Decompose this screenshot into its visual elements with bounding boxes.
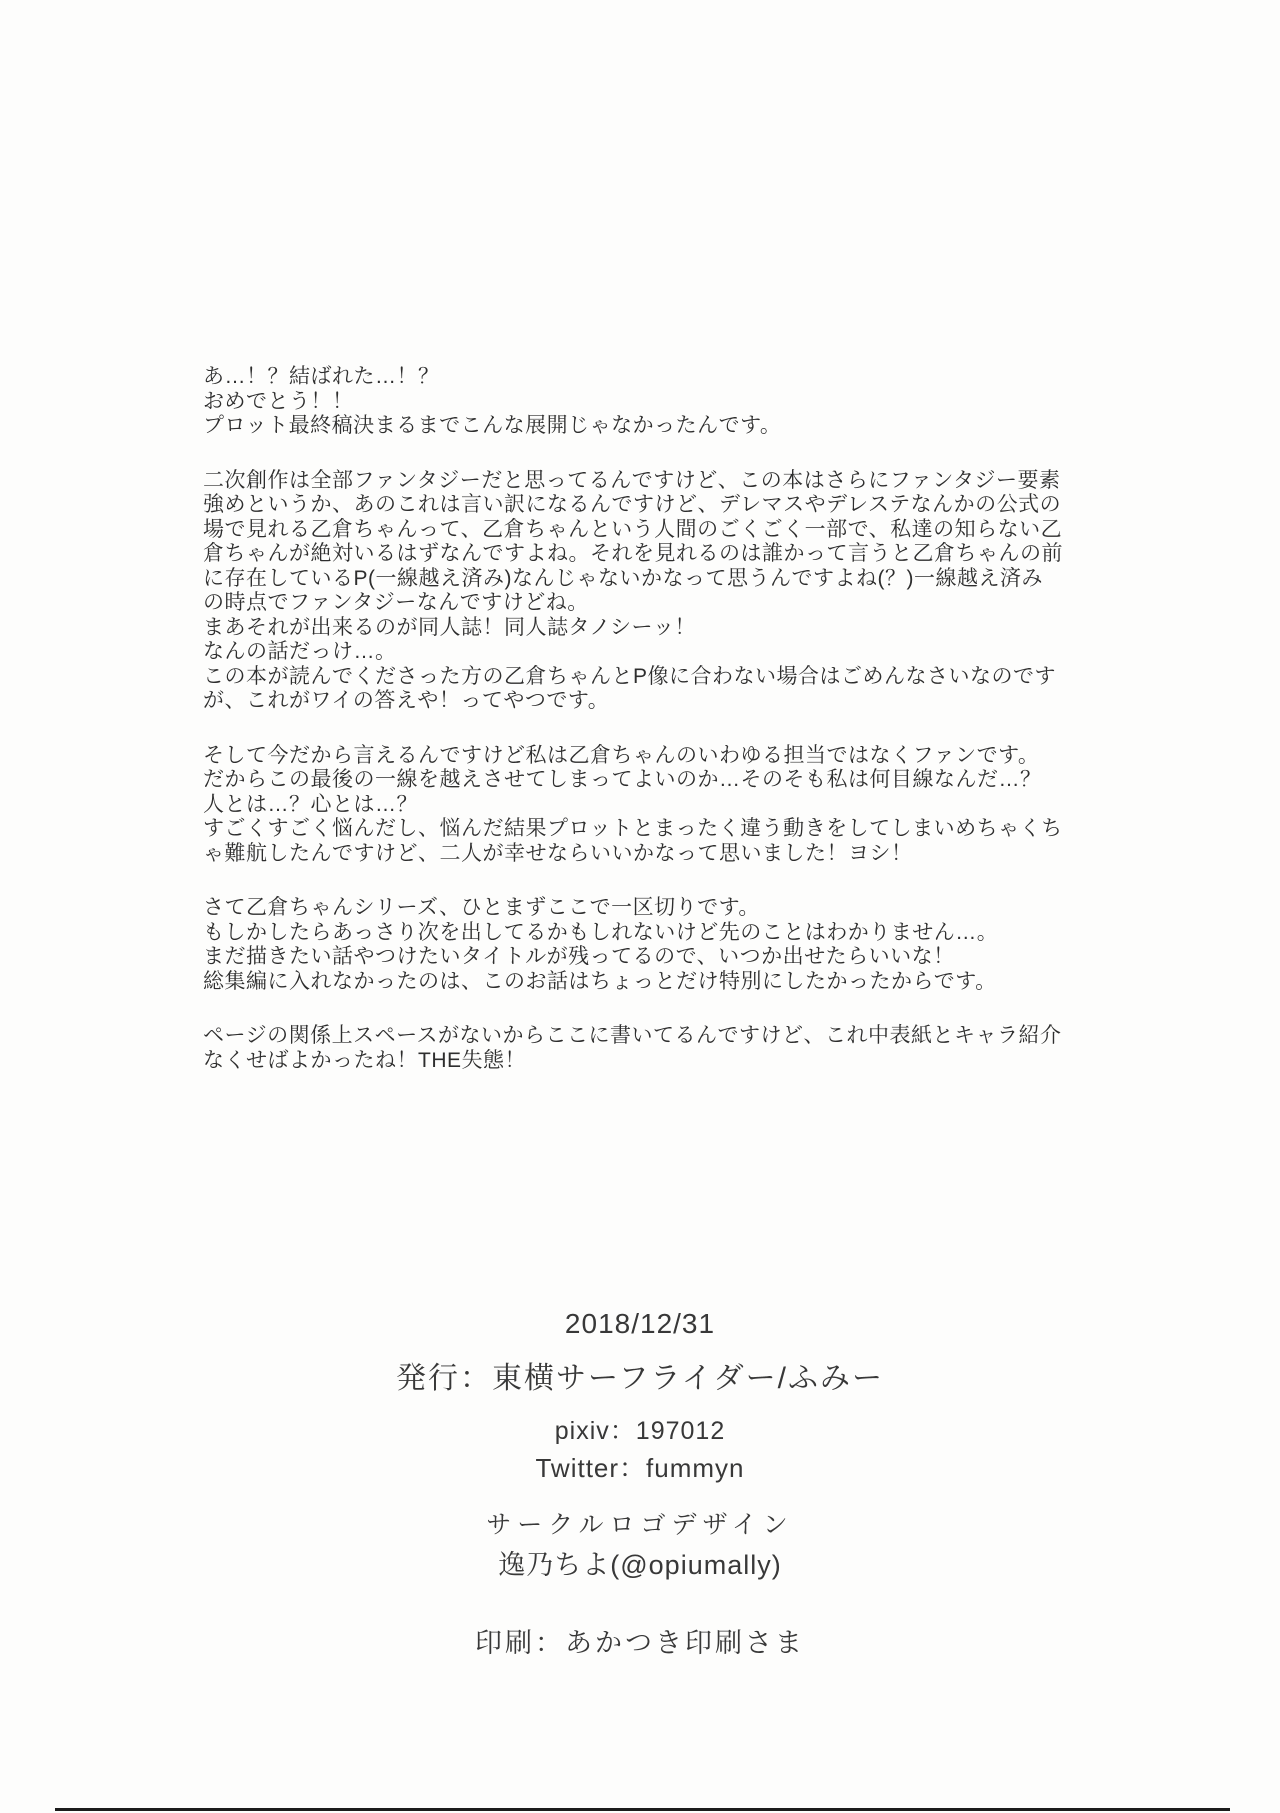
text-line: この本が読んでくださった方の乙倉ちゃんとP像に合わない場合はごめんなさいなのです <box>203 664 1057 688</box>
text-line: ページの関係上スペースがないからここに書いてるんですけど、これ中表紙とキャラ紹介 <box>203 1024 1062 1047</box>
printer-line: 印刷：あかつき印刷さま <box>475 1628 805 1658</box>
text-line: プロット最終稿決まるまでこんな展開じゃなかったんです。 <box>203 414 782 437</box>
text-line: だからこの最後の一線を越えさせてしまってよいのか…そのそも私は何目線なんだ…？ <box>203 768 1042 791</box>
text-line: なくせばよかったね！THE失態！ <box>203 1048 526 1072</box>
text-line: ゃ難航したんですけど、二人が幸せならいいかなって思いました！ヨシ！ <box>203 841 913 865</box>
text-line: さて乙倉ちゃんシリーズ、ひとまずここで一区切りです。 <box>203 896 760 919</box>
text-line: 人とは…？心とは…？ <box>203 792 418 816</box>
text-line: まだ描きたい話やつけたいタイトルが残ってるので、いつか出せたらいいな！ <box>203 945 955 968</box>
text-line: 二次創作は全部ファンタジーだと思ってるんですけど、この本はさらにファンタジー要素 <box>203 468 1061 492</box>
text-line: に存在しているP(一線越え済み)なんじゃないかなって思うんですよね(？)一線越え済み <box>203 566 1043 590</box>
text-line: すごくすごく悩んだし、悩んだ結果プロットとまったく違う動きをしてしまいめちゃくち <box>203 817 1063 840</box>
pixiv-id-line: pixiv：197012 <box>554 1417 726 1445</box>
text-line: なんの話だっけ…。 <box>203 640 397 663</box>
logo-design-credit-title: サークルロゴデザイン <box>486 1511 794 1539</box>
afterword-paragraph-1 <box>203 365 1063 439</box>
text-line: おめでとう！！ <box>203 389 354 413</box>
text-line: の時点でファンタジーなんですけどね。 <box>203 591 589 614</box>
text-line: 倉ちゃんが絶対いるはずなんですよね。それを見れるのは誰かって言うと乙倉ちゃんの前 <box>203 542 1063 565</box>
scan-edge-artifact <box>55 1808 1230 1811</box>
text-line: が、これがワイの答えや！ってやつです。 <box>203 689 610 712</box>
text-line: 総集編に入れなかったのは、このお話はちょっとだけ特別にしたかったからです。 <box>203 969 997 993</box>
text-line: まあそれが出来るのが同人誌！同人誌タノシーッ！ <box>203 615 697 639</box>
afterword-paragraph-2 <box>203 469 1063 714</box>
publication-date: 2018/12/31 <box>564 1308 716 1339</box>
logo-design-credit-name: 逸乃ちよ(@opiumally) <box>498 1550 782 1580</box>
text-line: 強めというか、あのこれは言い訳になるんですけど、デレマスやデレステなんかの公式の <box>203 493 1062 516</box>
colophon-block <box>0 1306 1280 1662</box>
afterword-text-block <box>203 365 1063 1103</box>
text-line: あ…！？結ばれた…！？ <box>203 365 440 388</box>
text-line: そして今だから言えるんですけど私は乙倉ちゃんのいわゆる担当ではなくファンです。 <box>203 743 1040 767</box>
afterword-paragraph-4 <box>203 896 1063 994</box>
twitter-handle-line: Twitter：fummyn <box>535 1453 745 1483</box>
text-line: もしかしたらあっさり次を出してるかもしれないけど先のことはわかりません…。 <box>203 920 999 944</box>
afterword-paragraph-5 <box>203 1024 1063 1073</box>
publisher-line: 発行：東横サーフライダー/ふみー <box>396 1362 884 1395</box>
afterword-paragraph-3 <box>203 744 1063 867</box>
text-line: 場で見れる乙倉ちゃんって、乙倉ちゃんという人間のごくごく一部で、私達の知らない乙 <box>203 517 1063 541</box>
